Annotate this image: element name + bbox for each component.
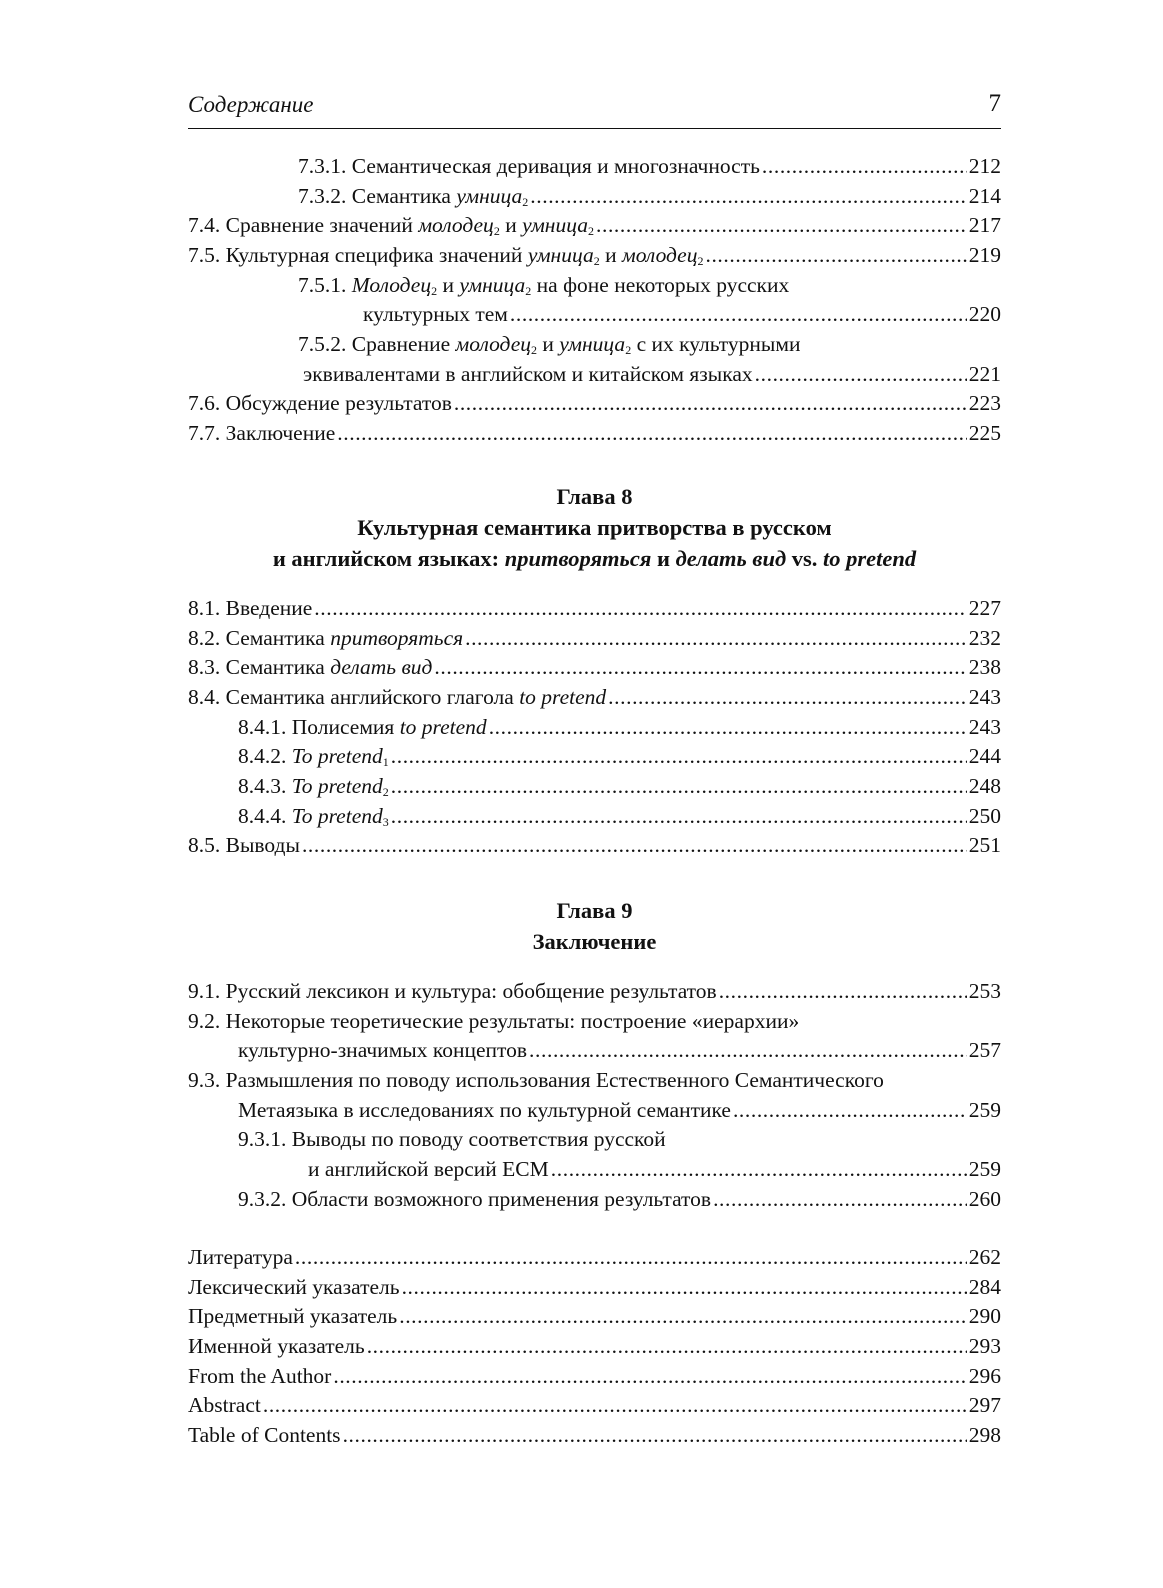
page-number: 7 (988, 90, 1001, 117)
toc-entry-8-4[interactable]: 8.4. Семантика английского глагола to pretend ..... 243 (188, 683, 1001, 713)
toc-entry-name-index[interactable]: Именной указатель ..... 293 (188, 1332, 1001, 1362)
toc-entry-9-2-cont[interactable]: культурно-значимых концептов ..... 257 (188, 1036, 1001, 1066)
toc-entry-lexical-index[interactable]: Лексический указатель ..... 284 (188, 1273, 1001, 1303)
toc-entry-literature[interactable]: Литература ..... 262 (188, 1243, 1001, 1273)
toc-entry-7-7[interactable]: 7.7. Заключение ..... 225 (188, 419, 1001, 449)
toc-entry-7-5-1-cont[interactable]: культурных тем ..... 220 (188, 300, 1001, 330)
toc-entry-8-4-2[interactable]: 8.4.2. To pretend$_1$ ..... 244 (188, 742, 1001, 772)
toc-entry-7-4[interactable]: 7.4. Сравнение значений молодец$_2$ и умница$_2$ ..... 217 (188, 211, 1001, 241)
chapter-8-heading (188, 481, 1001, 574)
toc-entry-7-6[interactable]: 7.6. Обсуждение результатов ..... 223 (188, 390, 1001, 420)
toc-section-9 (188, 977, 1001, 1215)
chapter-9-label: Глава 9 (556, 898, 633, 923)
toc-entry-9-3-2[interactable]: 9.3.2. Области возможного применения результатов ..... 260 (188, 1185, 1001, 1215)
toc-entry-9-3-cont[interactable]: Метаязыка в исследованиях по культурной семантике ..... 259 (188, 1096, 1001, 1126)
chapter-8-label: Глава 8 (556, 484, 633, 509)
chapter-8-title-line1: Культурная семантика притворства в русском (357, 515, 832, 540)
toc-entry-7-3-1[interactable]: 7.3.1. Семантическая деривация и многозначность ..... 212 (188, 152, 1001, 182)
toc-entry-7-5-2-cont[interactable]: эквивалентами в английском и китайском языках ..... 221 (188, 360, 1001, 390)
toc-entry-abstract[interactable]: Abstract ..... 297 (188, 1391, 1001, 1421)
toc-entry-9-3-1[interactable]: 9.3.1. Выводы по поводу соответствия русской (238, 1127, 666, 1152)
toc-entry-9-2[interactable]: 9.2. Некоторые теоретические результаты: построение «иерархии» (188, 1008, 800, 1033)
toc-entry-from-the-author[interactable]: From the Author ..... 296 (188, 1362, 1001, 1392)
toc-entry-8-1[interactable]: 8.1. Введение ..... 227 (188, 594, 1001, 624)
toc-entry-7-5[interactable]: 7.5. Культурная специфика значений умница$_2$ и молодец$_2$ ..... 219 (188, 241, 1001, 271)
toc-entry-7-5-2[interactable]: 7.5.2. Сравнение молодец$_2$ и умница$_2$ с их культурными (298, 332, 801, 358)
running-header (188, 92, 1001, 129)
toc-back-matter (188, 1243, 1001, 1451)
toc-entry-7-5-1[interactable]: 7.5.1. Молодец$_2$ и умница$_2$ на фоне некоторых русских (298, 272, 790, 298)
chapter-9-title: Заключение (532, 929, 657, 954)
toc-entry-8-4-1[interactable]: 8.4.1. Полисемия to pretend ..... 243 (188, 713, 1001, 743)
running-title: Содержание (188, 92, 314, 117)
toc-entry-9-3-1-cont[interactable]: и английской версий ЕСМ ..... 259 (188, 1155, 1001, 1185)
toc-entry-subject-index[interactable]: Предметный указатель ..... 290 (188, 1302, 1001, 1332)
toc-entry-8-2[interactable]: 8.2. Семантика притворяться ..... 232 (188, 624, 1001, 654)
toc-entry-8-4-4[interactable]: 8.4.4. To pretend$_3$ ..... 250 (188, 802, 1001, 832)
chapter-8-title-line2: и английском языках: притворяться и делать вид vs. to pretend (272, 546, 917, 571)
toc-entry-7-3-2[interactable]: 7.3.2. Семантика умница$_2$ ..... 214 (188, 182, 1001, 212)
toc-entry-8-4-3[interactable]: 8.4.3. To pretend$_2$ ..... 248 (188, 772, 1001, 802)
toc-section-8 (188, 594, 1001, 861)
toc-entry-9-3[interactable]: 9.3. Размышления по поводу использования Естественного Семантического (188, 1068, 884, 1093)
toc-entry-8-5[interactable]: 8.5. Выводы ..... 251 (188, 832, 1001, 862)
toc-section-7 (188, 152, 1001, 449)
toc-entry-table-of-contents[interactable]: Table of Contents ..... 298 (188, 1421, 1001, 1451)
toc-entry-8-3[interactable]: 8.3. Семантика делать вид ..... 238 (188, 653, 1001, 683)
chapter-9-heading (188, 895, 1001, 957)
toc-entry-9-1[interactable]: 9.1. Русский лексикон и культура: обобщение результатов ..... 253 (188, 977, 1001, 1007)
